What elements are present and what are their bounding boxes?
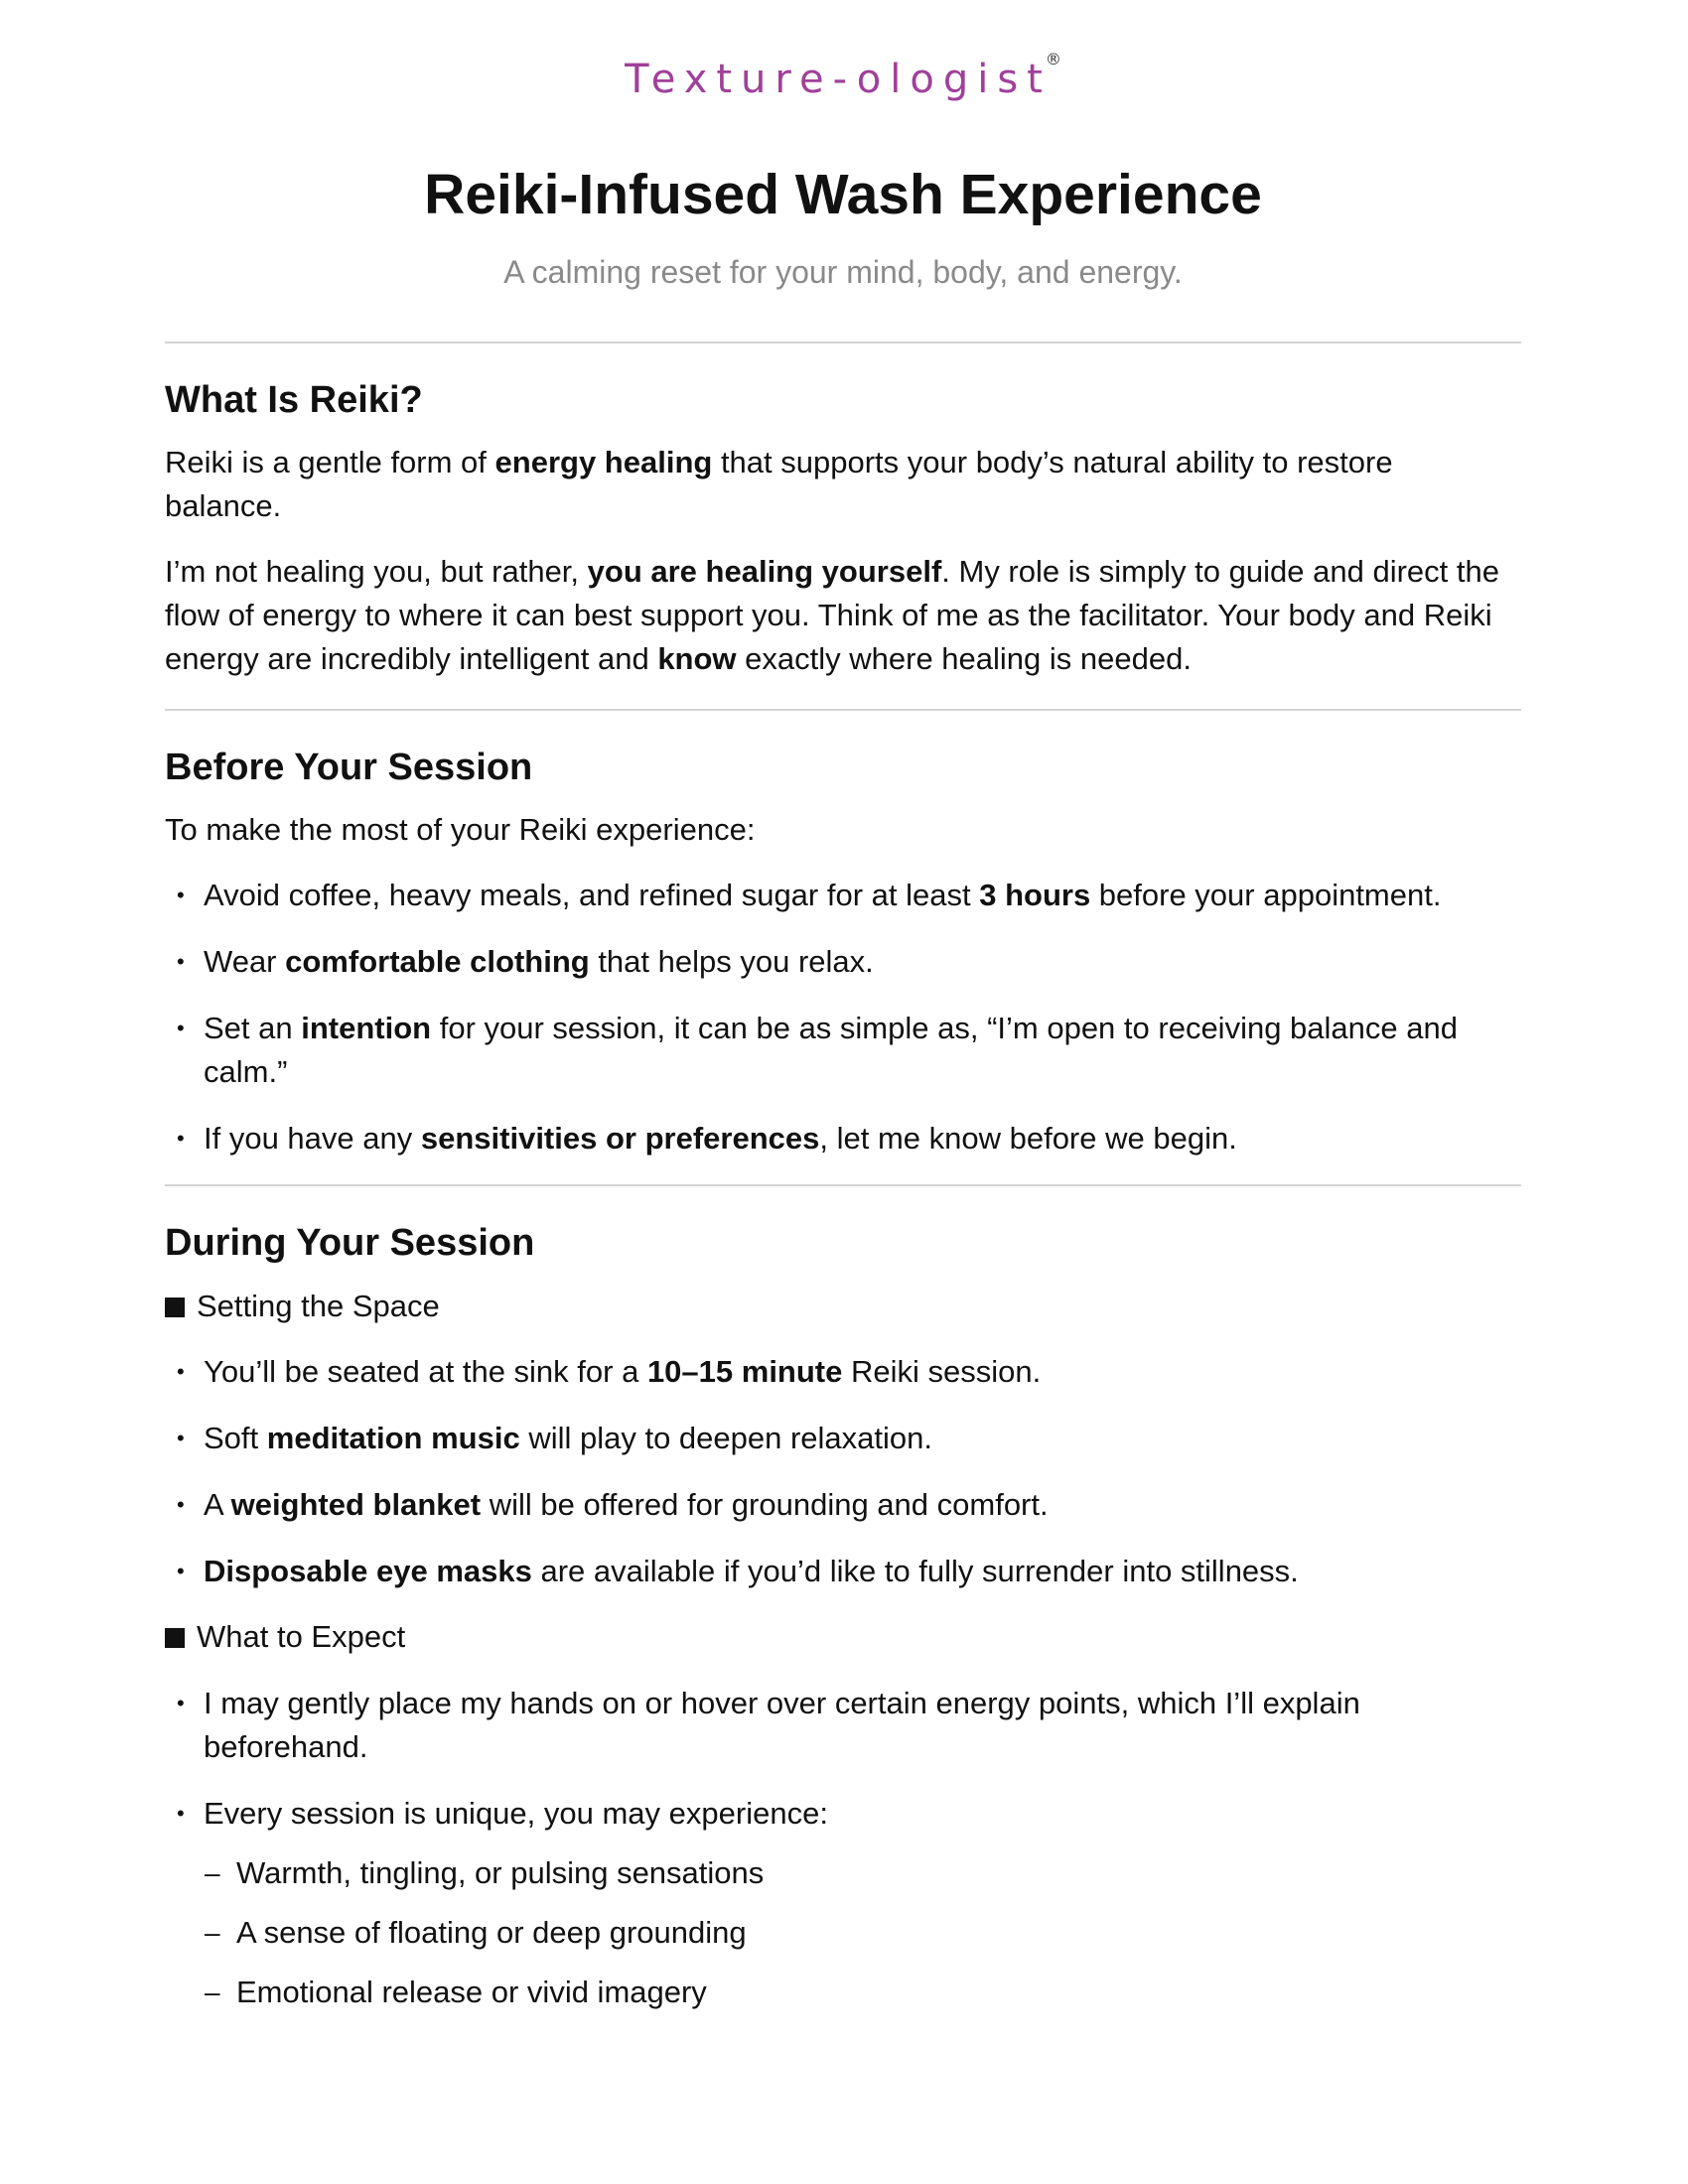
- bullet-icon: •: [177, 883, 185, 907]
- list-item: • I may gently place my hands on or hover over certain energy points, which I’ll explain beforehand.: [165, 1682, 1416, 1769]
- list-item: • Set an intention for your session, it can be as simple as, “I’m open to receiving balance and calm.”: [165, 1007, 1495, 1094]
- sub-list-item: – A sense of floating or deep grounding: [165, 1911, 747, 1955]
- divider: [165, 341, 1521, 343]
- list-item: • Avoid coffee, heavy meals, and refined sugar for at least 3 hours before your appointment.: [165, 874, 1521, 917]
- square-bullet-icon: [165, 1628, 185, 1648]
- list-item: • Disposable eye masks are available if you’d like to fully surrender into stillness.: [165, 1550, 1521, 1593]
- divider: [165, 709, 1521, 711]
- list-item: • Wear comfortable clothing that helps you relax.: [165, 940, 1521, 984]
- bullet-icon: •: [177, 1801, 185, 1826]
- before-session-intro: To make the most of your Reiki experience:: [165, 812, 756, 847]
- list-item: • If you have any sensitivities or preferences, let me know before we begin.: [165, 1117, 1521, 1160]
- reiki-paragraph-2: I’m not healing you, but rather, you are healing yourself. My role is simply to guide and direct the flow of energy to where it can best support you. Think of me as the facilitator. Your body and Reiki energy are incredibly intelligent and know exactly where healing is needed.: [165, 554, 1499, 676]
- dash-icon: –: [205, 1977, 220, 2007]
- brand-logo: [165, 49, 1521, 102]
- page-title: Reiki-Infused Wash Experience: [424, 163, 1262, 226]
- section-heading-what-is-reiki: What Is Reiki?: [165, 379, 423, 421]
- bullet-icon: •: [177, 1426, 185, 1450]
- page-subtitle: A calming reset for your mind, body, and energy.: [503, 254, 1183, 290]
- subheading-setting-the-space: Setting the Space: [165, 1285, 440, 1328]
- bullet-icon: •: [177, 1016, 185, 1040]
- section-heading-before-session: Before Your Session: [165, 747, 533, 788]
- bullet-icon: •: [177, 1359, 185, 1384]
- sub-list-item: – Emotional release or vivid imagery: [165, 1971, 707, 2014]
- bullet-icon: •: [177, 1691, 185, 1715]
- brand-name: Texture-ologist: [625, 57, 1052, 102]
- registered-mark: ®: [1045, 49, 1061, 68]
- bullet-icon: •: [177, 1559, 185, 1583]
- list-item: • Soft meditation music will play to deepen relaxation.: [165, 1417, 1521, 1460]
- divider: [165, 1184, 1521, 1186]
- reiki-paragraph-1: Reiki is a gentle form of energy healing that supports your body’s natural ability to restore balance.: [165, 445, 1393, 523]
- section-heading-during-session: During Your Session: [165, 1222, 535, 1264]
- list-item: • A weighted blanket will be offered for grounding and comfort.: [165, 1483, 1521, 1527]
- subheading-what-to-expect: What to Expect: [165, 1615, 405, 1659]
- list-item: • Every session is unique, you may experience:: [165, 1792, 1521, 1836]
- dash-icon: –: [205, 1917, 220, 1948]
- bullet-icon: •: [177, 1492, 185, 1517]
- bullet-icon: •: [177, 1126, 185, 1151]
- list-item: • You’ll be seated at the sink for a 10–15 minute Reiki session.: [165, 1350, 1521, 1394]
- square-bullet-icon: [165, 1297, 185, 1317]
- bullet-icon: •: [177, 949, 185, 974]
- dash-icon: –: [205, 1857, 220, 1888]
- sub-list-item: – Warmth, tingling, or pulsing sensations: [165, 1851, 764, 1895]
